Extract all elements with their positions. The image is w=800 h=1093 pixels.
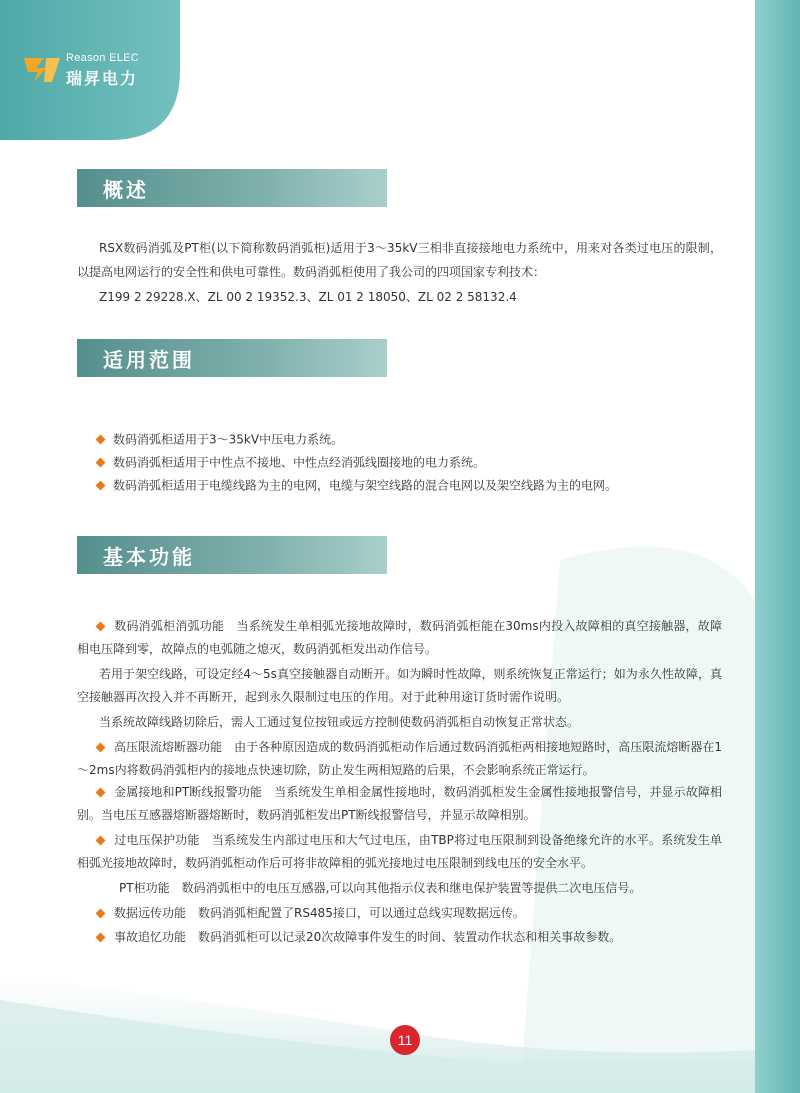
page-number: 11 bbox=[390, 1025, 420, 1055]
function-arc-suppression-overhead: 若用于架空线路，可设定经4～5s真空接触器自动断开。如为瞬时性故障，则系统恢复正常运行；如为永久性故障，真空接触器再次投入并不再断开，起到永久限制过电压的作用。对于此种用途订货时需作说明。 bbox=[77, 667, 722, 704]
function-data-remote: 数据远传功能 数码消弧柜配置了RS485接口，可以通过总线实现数据远传。 bbox=[77, 902, 722, 925]
list-item: 数码消弧柜适用于电缆线路为主的电网，电缆与架空线路的混合电网以及架空线路为主的电网。 bbox=[95, 475, 617, 495]
diamond-bullet-icon bbox=[96, 621, 106, 631]
company-logo bbox=[22, 50, 182, 90]
list-item: 数码消弧柜适用于3～35kV中压电力系统。 bbox=[95, 429, 343, 449]
diamond-bullet-icon bbox=[96, 932, 106, 942]
diamond-bullet-icon bbox=[96, 742, 106, 752]
function-pt-cabinet: PT柜功能 数码消弧柜中的电压互感器,可以向其他指示仪表和继电保护装置等提供二次电压信号。 bbox=[119, 881, 642, 895]
diamond-bullet-icon bbox=[96, 835, 106, 845]
logo-english-name: Reason ELEC bbox=[66, 52, 140, 64]
section-title-scope: 适用范围 bbox=[77, 339, 387, 377]
diamond-bullet-icon bbox=[96, 480, 106, 490]
diamond-bullet-icon bbox=[96, 434, 106, 444]
logo-chinese-name: 瑞昇电力 bbox=[66, 69, 139, 88]
overview-paragraph: RSX数码消弧及PT柜(以下简称数码消弧柜)适用于3～35kV三相非直接接地电力系统中，用来对各类过电压的限制，以提高电网运行的安全性和供电可靠性。数码消弧柜使用了我公司的四项国家专利技术： bbox=[77, 241, 722, 279]
function-ground-pt-alarm: 金属接地和PT断线报警功能 当系统发生单相金属性接地时，数码消弧柜发生金属性接地报警信号，并显示故障相别。当电压互感器熔断器熔断时，数码消弧柜发出PT断线报警信号，并显示故障相别。 bbox=[77, 785, 722, 822]
function-arc-suppression: 数码消弧柜消弧功能 当系统发生单相弧光接地故障时，数码消弧柜能在30ms内投入故障相的真空接触器，故障相电压降到零，故障点的电弧随之熄灭，数码消弧柜发出动作信号。 bbox=[77, 619, 722, 656]
section-title-overview: 概述 bbox=[77, 169, 387, 207]
function-arc-suppression-reset: 当系统故障线路切除后，需人工通过复位按钮或远方控制使数码消弧柜自动恢复正常状态。 bbox=[99, 715, 580, 729]
diamond-bullet-icon bbox=[96, 908, 106, 918]
function-overvoltage-protection: 过电压保护功能 当系统发生内部过电压和大气过电压，由TBP将过电压限制到设备绝缘允许的水平。系统发生单相弧光接地故障时，数码消弧柜动作后可将非故障相的弧光接地过电压限制到线电压的安全水平。 bbox=[77, 833, 722, 870]
diamond-bullet-icon bbox=[96, 787, 106, 797]
section-title-functions: 基本功能 bbox=[77, 536, 387, 574]
patent-numbers: Z199 2 29228.X、ZL 00 2 19352.3、ZL 01 2 18050、ZL 02 2 58132.4 bbox=[99, 290, 517, 304]
function-event-recall: 事故追忆功能 数码消弧柜可以记录20次故障事件发生的时间、装置动作状态和相关事故参数。 bbox=[77, 926, 722, 949]
diamond-bullet-icon bbox=[96, 457, 106, 467]
list-item: 数码消弧柜适用于中性点不接地、中性点经消弧线圈接地的电力系统。 bbox=[95, 452, 485, 472]
logo-mark-icon bbox=[22, 54, 62, 84]
function-fuse: 高压限流熔断器功能 由于各种原因造成的数码消弧柜动作后通过数码消弧柜两相接地短路时，高压限流熔断器在1～2ms内将数码消弧柜内的接地点快速切除，防止发生两相短路的后果，不会影响系统正常运行。 bbox=[77, 740, 722, 777]
